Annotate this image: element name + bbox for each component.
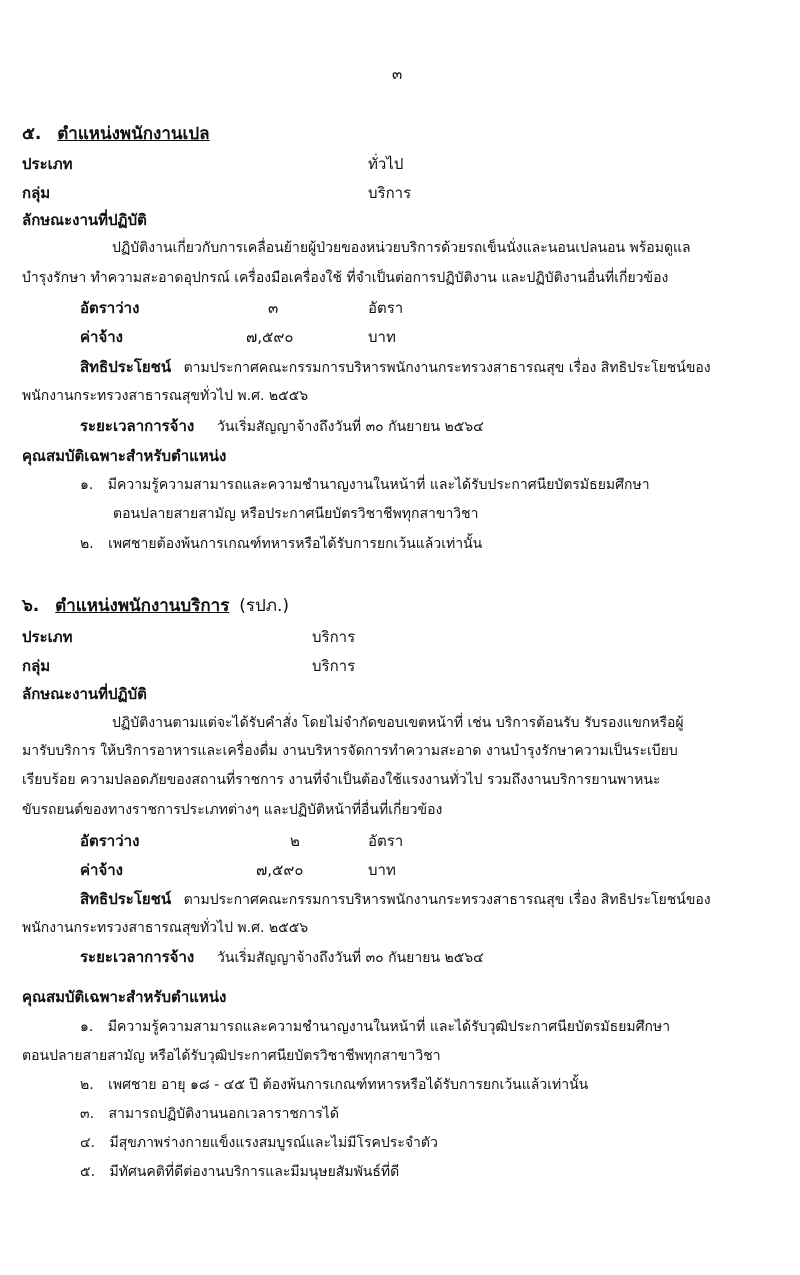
s6-qual-item-2 [80,1075,588,1095]
s5-benefit-line-1 [80,357,711,378]
s5-q2-number: ๒. [80,536,94,552]
s5-wage-label: ค่าจ้าง [80,328,123,346]
s6-duty-line-4: ขับรถยนต์ของทางราชการประเภทต่างๆ และปฏิบัติหน้าที่อื่นที่เกี่ยวข้อง [22,802,443,818]
s5-group-label: กลุ่ม [22,184,51,202]
s5-vacancy-unit: อัตรา [368,299,404,317]
s6-q3-number: ๓. [80,1106,95,1122]
s6-benefit-label: สิทธิประโยชน์ [80,890,172,908]
s6-vacancy-unit: อัตรา [368,832,404,850]
s6-qual-item-3 [80,1104,339,1124]
s5-wage-value: ๗,๕๙๐ [246,328,294,346]
s6-q1-number: ๑. [80,1019,94,1035]
s6-duty-line-1: ปฏิบัติงานตามแต่จะได้รับคำสั่ง โดยไม่จำกัดขอบเขตหน้าที่ เช่น บริการต้อนรับ รับรองแขกหรือผู้ [112,715,684,731]
s5-vacancy-label: อัตราว่าง [80,299,140,317]
page-number: ๓ [392,65,403,83]
s5-qual-item-1 [80,475,650,495]
s5-qual-item-2 [80,534,482,554]
s5-duty-heading: ลักษณะงานที่ปฏิบัติ [22,211,147,229]
s5-type-value: ทั่วไป [368,155,404,173]
s5-benefit-line-2: พนักงานกระทรวงสาธารณสุขทั่วไป พ.ศ. ๒๕๕๖ [22,388,309,404]
s5-period [80,416,484,437]
s6-duty-line-2: มารับบริการ ให้บริการอาหารและเครื่องดื่ม งานบริหารจัดการทำความสะอาด งานบำรุงรักษาความเป็นระเบียบ [22,743,678,759]
s6-wage-unit: บาท [368,861,396,879]
s5-wage-unit: บาท [368,328,396,346]
s6-vacancy-label: อัตราว่าง [80,832,140,850]
s6-q5-text: มีทัศนคติที่ดีต่องานบริการและมีมนุษยสัมพันธ์ที่ดี [109,1164,400,1180]
s6-group-label: กลุ่ม [22,657,51,675]
section-5-number: ๕. [22,124,42,144]
s5-type-label: ประเภท [22,155,73,173]
s5-period-label: ระยะเวลาการจ้าง [80,417,195,435]
s6-wage-value: ๗,๕๙๐ [256,861,304,879]
s5-qual-heading: คุณสมบัติเฉพาะสำหรับตำแหน่ง [22,447,227,465]
s6-vacancy-value: ๒ [290,832,300,850]
s5-duty-line-1: ปฏิบัติงานเกี่ยวกับการเคลื่อนย้ายผู้ป่วยของหน่วยบริการด้วยรถเข็นนั่งและนอนเปลนอน พร้อมดูแล [112,240,691,256]
s6-qual-item-4 [80,1133,438,1153]
s6-benefit-line-2: พนักงานกระทรวงสาธารณสุขทั่วไป พ.ศ. ๒๕๕๖ [22,920,309,936]
s5-vacancy-value: ๓ [268,299,279,317]
section-5-title: ตำแหน่งพนักงานเปล [57,124,210,144]
section-6-title: ตำแหน่งพนักงานบริการ [55,596,230,616]
s5-period-value: วันเริ่มสัญญาจ้างถึงวันที่ ๓๐ กันยายน ๒๕๖๔ [217,419,484,435]
s6-q2-number: ๒. [80,1077,94,1093]
s5-q2-text: เพศชายต้องพ้นการเกณฑ์ทหารหรือได้รับการยกเว้นแล้วเท่านั้น [108,536,483,552]
s5-group-value: บริการ [368,184,412,202]
s6-type-label: ประเภท [22,628,73,646]
s6-q2-text: เพศชาย อายุ ๑๘ - ๔๕ ปี ต้องพ้นการเกณฑ์ทหารหรือได้รับการยกเว้นแล้วเท่านั้น [108,1077,589,1093]
s5-q1-number: ๑. [80,477,94,493]
s6-q1-text: มีความรู้ความสามารถและความชำนาญงานในหน้าที่ และได้รับวุฒิประกาศนียบัตรมัธยมศึกษา [107,1019,671,1035]
s6-period-label: ระยะเวลาการจ้าง [80,948,195,966]
s6-q1-text-cont: ตอนปลายสายสามัญ หรือได้รับวุฒิประกาศนียบัตรวิชาชีพทุกสาขาวิชา [22,1048,441,1064]
s6-group-value: บริการ [312,657,356,675]
s6-q4-text: มีสุขภาพร่างกายแข็งแรงสมบูรณ์และไม่มีโรคประจำตัว [109,1135,438,1151]
s6-qual-item-5 [80,1162,399,1182]
s5-benefit-label: สิทธิประโยชน์ [80,358,172,376]
s6-duty-heading: ลักษณะงานที่ปฏิบัติ [22,685,147,703]
section-6-heading [22,596,289,616]
s6-q4-number: ๔. [80,1135,96,1151]
section-6-title-suffix: (รปภ.) [239,596,290,616]
s6-benefit-line-1 [80,889,711,910]
section-5-heading [22,124,210,144]
s6-benefit-text: ตามประกาศคณะกรรมการบริหารพนักงานกระทรวงสาธารณสุข เรื่อง สิทธิประโยชน์ของ [183,892,711,908]
s5-benefit-text: ตามประกาศคณะกรรมการบริหารพนักงานกระทรวงสาธารณสุข เรื่อง สิทธิประโยชน์ของ [183,360,711,376]
section-6-number: ๖. [22,596,40,616]
s5-duty-line-2: บำรุงรักษา ทำความสะอาดอุปกรณ์ เครื่องมือเครื่องใช้ ที่จำเป็นต่อการปฏิบัติงาน และปฏิบัติงานอื่นที่เกี่ยวข้อง [22,270,669,286]
s6-type-value: บริการ [312,628,356,646]
s6-wage-label: ค่าจ้าง [80,861,123,879]
s5-q1-text: มีความรู้ความสามารถและความชำนาญงานในหน้าที่ และได้รับประกาศนียบัตรมัธยมศึกษา [107,477,650,493]
s6-period-value: วันเริ่มสัญญาจ้างถึงวันที่ ๓๐ กันยายน ๒๕๖๔ [217,950,484,966]
s6-period [80,947,484,968]
s6-qual-item-1 [80,1017,670,1037]
s6-duty-line-3: เรียบร้อย ความปลอดภัยของสถานที่ราชการ งานที่จำเป็นต้องใช้แรงงานทั่วไป รวมถึงงานบริการยานพาหนะ [22,772,661,788]
s5-q1-text-cont: ตอนปลายสายสามัญ หรือประกาศนียบัตรวิชาชีพทุกสาขาวิชา [113,506,479,522]
s6-q5-number: ๕. [80,1164,96,1180]
s6-qual-heading: คุณสมบัติเฉพาะสำหรับตำแหน่ง [22,988,227,1006]
s6-q3-text: สามารถปฏิบัติงานนอกเวลาราชการได้ [108,1106,339,1122]
